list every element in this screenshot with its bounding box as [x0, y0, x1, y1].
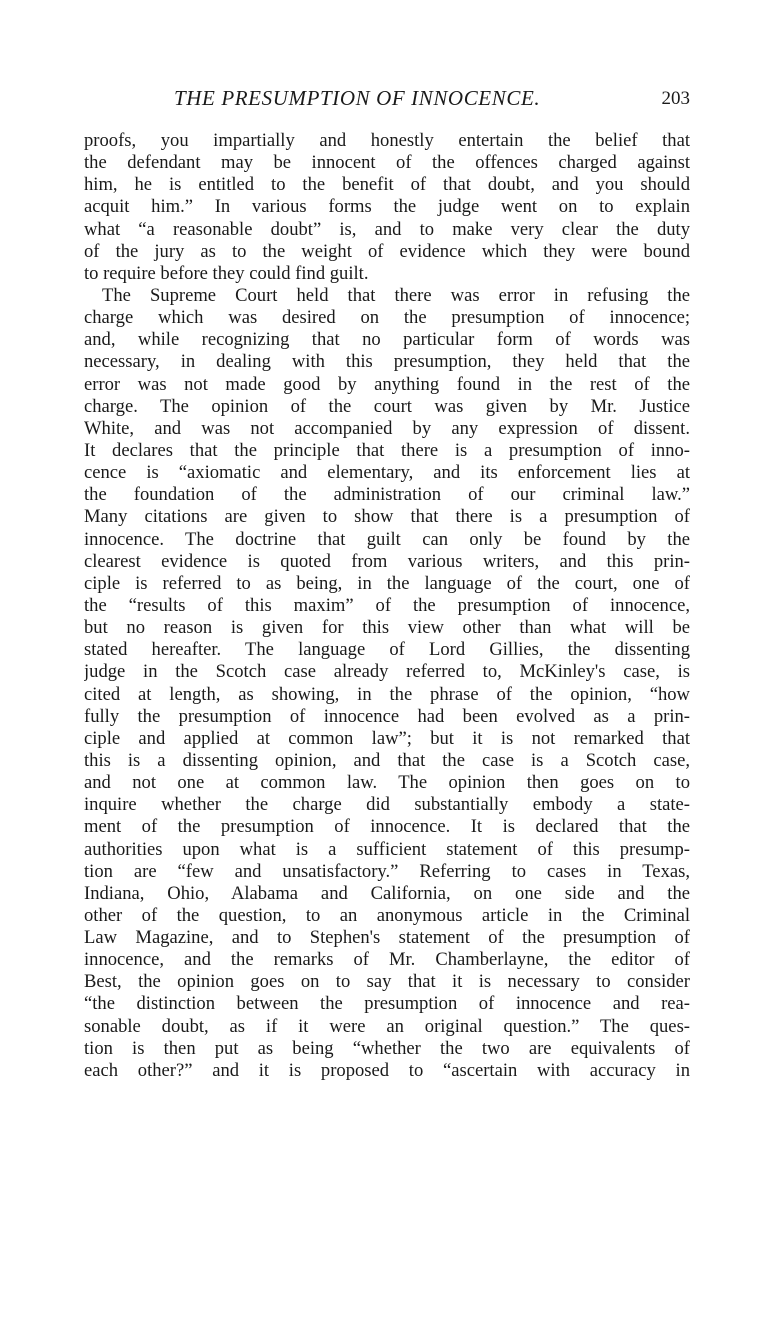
text-line: necessary, in dealing with this presumption, they held that the	[84, 351, 690, 373]
text-line: him, he is entitled to the benefit of that doubt, and you should	[84, 174, 690, 196]
text-line: tion are “few and unsatisfactory.” Referring to cases in Texas,	[84, 860, 690, 882]
text-line: what “a reasonable doubt” is, and to make very clear the duty	[84, 218, 690, 240]
text-line: It declares that the principle that there is a presumption of inno-	[84, 439, 690, 461]
text-line: authorities upon what is a sufficient statement of this presump-	[84, 838, 690, 860]
text-line: judge in the Scotch case already referred to, McKinley's case, is	[84, 661, 690, 683]
text-line: White, and was not accompanied by any expression of dissent.	[84, 417, 690, 439]
text-line: proofs, you impartially and honestly entertain the belief that	[84, 130, 690, 151]
text-line: ciple is referred to as being, in the language of the court, one of	[84, 572, 690, 594]
text-line: but no reason is given for this view other than what will be	[84, 617, 690, 639]
body-text	[84, 130, 690, 1082]
text-line: sonable doubt, as if it were an original question.” The ques-	[84, 1015, 690, 1037]
text-line: cence is “axiomatic and elementary, and its enforcement lies at	[84, 462, 690, 484]
text-line: charge. The opinion of the court was given by Mr. Justice	[84, 395, 690, 417]
text-line: clearest evidence is quoted from various writers, and this prin-	[84, 550, 690, 572]
text-line: error was not made good by anything found in the rest of the	[84, 373, 690, 395]
text-line: innocence, and the remarks of Mr. Chamberlayne, the editor of	[84, 949, 690, 971]
text-line: this is a dissenting opinion, and that the case is a Scotch case,	[84, 749, 690, 771]
text-line: the “results of this maxim” of the presumption of innocence,	[84, 594, 690, 616]
text-line: Best, the opinion goes on to say that it is necessary to consider	[84, 971, 690, 993]
text-line: fully the presumption of innocence had been evolved as a prin-	[84, 705, 690, 727]
text-line: ment of the presumption of innocence. It is declared that the	[84, 816, 690, 838]
text-line: stated hereafter. The language of Lord Gillies, the dissenting	[84, 639, 690, 661]
text-line: tion is then put as being “whether the two are equivalents of	[84, 1037, 690, 1059]
text-line: to require before they could find guilt.	[84, 262, 369, 284]
text-line: and, while recognizing that no particular form of words was	[84, 329, 690, 351]
text-line: Many citations are given to show that there is a presumption of	[84, 506, 690, 528]
text-line: and not one at common law. The opinion then goes on to	[84, 772, 690, 794]
text-line: other of the question, to an anonymous article in the Criminal	[84, 904, 690, 926]
text-line: The Supreme Court held that there was error in refusing the	[102, 284, 690, 306]
text-line: cited at length, as showing, in the phrase of the opinion, “how	[84, 683, 690, 705]
page-header	[84, 86, 690, 116]
page-number: 203	[661, 88, 690, 109]
text-line: Law Magazine, and to Stephen's statement of the presumption of	[84, 927, 690, 949]
text-line: the foundation of the administration of our criminal law.”	[84, 484, 690, 506]
text-line: acquit him.” In various forms the judge went on to explain	[84, 196, 690, 218]
text-line: each other?” and it is proposed to “ascertain with accuracy in	[84, 1059, 690, 1081]
text-line: of the jury as to the weight of evidence which they were bound	[84, 240, 690, 262]
text-line: innocence. The doctrine that guilt can only be found by the	[84, 528, 690, 550]
text-line: Indiana, Ohio, Alabama and California, on one side and the	[84, 882, 690, 904]
text-line: “the distinction between the presumption of innocence and rea-	[84, 993, 690, 1015]
text-line: charge which was desired on the presumption of innocence;	[84, 307, 690, 329]
running-title: THE PRESUMPTION OF INNOCENCE.	[174, 86, 541, 110]
text-line: the defendant may be innocent of the offences charged against	[84, 152, 690, 174]
text-line: inquire whether the charge did substantially embody a state-	[84, 794, 690, 816]
text-line: ciple and applied at common law”; but it is not remarked that	[84, 727, 690, 749]
